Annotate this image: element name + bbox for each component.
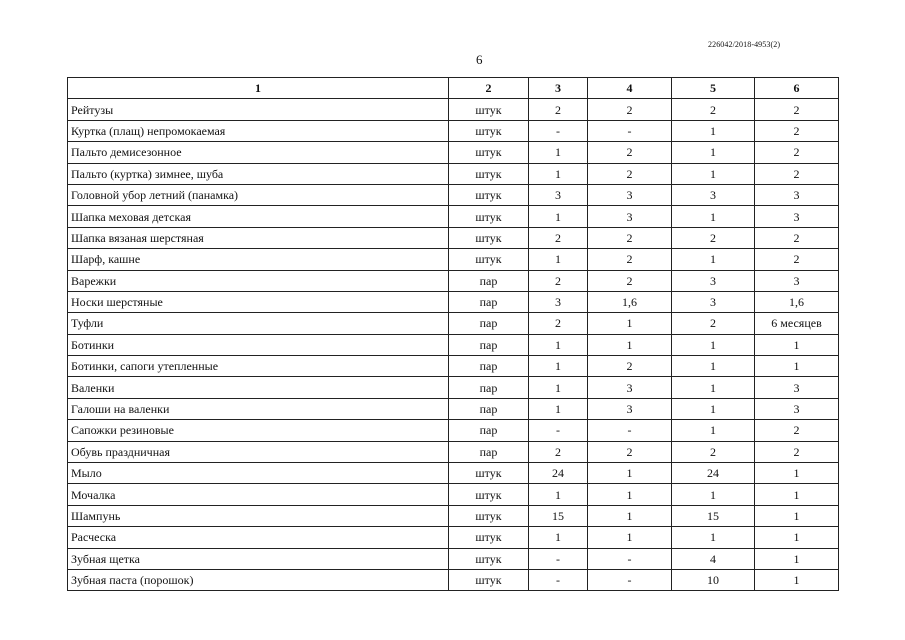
unit-cell: штук bbox=[449, 484, 529, 505]
unit-cell: штук bbox=[449, 463, 529, 484]
value-cell: 2 bbox=[755, 420, 839, 441]
unit-cell: пар bbox=[449, 420, 529, 441]
table-row bbox=[68, 206, 839, 227]
value-cell: - bbox=[588, 420, 672, 441]
value-cell: 2 bbox=[588, 99, 672, 120]
unit-cell: штук bbox=[449, 142, 529, 163]
value-cell: 2 bbox=[588, 249, 672, 270]
table-row bbox=[68, 505, 839, 526]
value-cell: 3 bbox=[672, 291, 755, 312]
value-cell: 1 bbox=[588, 463, 672, 484]
value-cell: 1 bbox=[755, 334, 839, 355]
table-row bbox=[68, 291, 839, 312]
value-cell: - bbox=[529, 548, 588, 569]
table-row bbox=[68, 120, 839, 141]
value-cell: 1 bbox=[529, 142, 588, 163]
item-name-cell: Ботинки bbox=[68, 334, 449, 355]
value-cell: 2 bbox=[529, 227, 588, 248]
value-cell: 3 bbox=[529, 291, 588, 312]
column-header: 3 bbox=[529, 78, 588, 99]
value-cell: 2 bbox=[755, 99, 839, 120]
unit-cell: штук bbox=[449, 206, 529, 227]
value-cell: 3 bbox=[755, 206, 839, 227]
value-cell: 1 bbox=[755, 356, 839, 377]
unit-cell: штук bbox=[449, 227, 529, 248]
unit-cell: штук bbox=[449, 569, 529, 590]
unit-cell: пар bbox=[449, 313, 529, 334]
document-id: 226042/2018-4953(2) bbox=[708, 40, 781, 49]
value-cell: - bbox=[529, 569, 588, 590]
item-name-cell: Шарф, кашне bbox=[68, 249, 449, 270]
value-cell: 1 bbox=[588, 505, 672, 526]
value-cell: 2 bbox=[755, 163, 839, 184]
item-name-cell: Куртка (плащ) непромокаемая bbox=[68, 120, 449, 141]
value-cell: 1 bbox=[588, 334, 672, 355]
value-cell: 1 bbox=[529, 377, 588, 398]
unit-cell: штук bbox=[449, 120, 529, 141]
value-cell: 2 bbox=[529, 313, 588, 334]
item-name-cell: Шапка вязаная шерстяная bbox=[68, 227, 449, 248]
unit-cell: штук bbox=[449, 249, 529, 270]
value-cell: 1 bbox=[672, 120, 755, 141]
value-cell: 1 bbox=[672, 334, 755, 355]
value-cell: 2 bbox=[755, 142, 839, 163]
value-cell: 1 bbox=[672, 377, 755, 398]
item-name-cell: Мочалка bbox=[68, 484, 449, 505]
value-cell: 1 bbox=[529, 249, 588, 270]
item-name-cell: Обувь праздничная bbox=[68, 441, 449, 462]
table-row bbox=[68, 99, 839, 120]
unit-cell: пар bbox=[449, 398, 529, 419]
value-cell: 2 bbox=[672, 441, 755, 462]
value-cell: 1 bbox=[755, 484, 839, 505]
value-cell: 2 bbox=[588, 356, 672, 377]
item-name-cell: Туфли bbox=[68, 313, 449, 334]
value-cell: 1 bbox=[672, 484, 755, 505]
table-row bbox=[68, 184, 839, 205]
item-name-cell: Головной убор летний (панамка) bbox=[68, 184, 449, 205]
item-name-cell: Ботинки, сапоги утепленные bbox=[68, 356, 449, 377]
value-cell: 1 bbox=[588, 527, 672, 548]
table-row bbox=[68, 484, 839, 505]
value-cell: 1 bbox=[755, 463, 839, 484]
table-row bbox=[68, 569, 839, 590]
value-cell: 1 bbox=[672, 206, 755, 227]
value-cell: 2 bbox=[529, 441, 588, 462]
value-cell: 1 bbox=[672, 356, 755, 377]
value-cell: 2 bbox=[529, 99, 588, 120]
value-cell: 2 bbox=[672, 227, 755, 248]
value-cell: 1 bbox=[529, 334, 588, 355]
value-cell: 1 bbox=[529, 398, 588, 419]
value-cell: 1 bbox=[672, 420, 755, 441]
value-cell: 2 bbox=[588, 163, 672, 184]
value-cell: 2 bbox=[755, 441, 839, 462]
value-cell: 24 bbox=[529, 463, 588, 484]
table-row bbox=[68, 398, 839, 419]
item-name-cell: Пальто демисезонное bbox=[68, 142, 449, 163]
page-number: 6 bbox=[476, 52, 483, 67]
value-cell: 6 месяцев bbox=[755, 313, 839, 334]
value-cell: 1 bbox=[588, 484, 672, 505]
table-row bbox=[68, 142, 839, 163]
table-row bbox=[68, 163, 839, 184]
value-cell: 3 bbox=[529, 184, 588, 205]
value-cell: 1 bbox=[755, 505, 839, 526]
value-cell: 3 bbox=[755, 377, 839, 398]
table-row bbox=[68, 548, 839, 569]
item-name-cell: Шампунь bbox=[68, 505, 449, 526]
value-cell: 10 bbox=[672, 569, 755, 590]
item-name-cell: Расческа bbox=[68, 527, 449, 548]
value-cell: 1 bbox=[672, 142, 755, 163]
table-row bbox=[68, 356, 839, 377]
unit-cell: пар bbox=[449, 334, 529, 355]
table-row bbox=[68, 334, 839, 355]
column-header: 6 bbox=[755, 78, 839, 99]
item-name-cell: Рейтузы bbox=[68, 99, 449, 120]
unit-cell: штук bbox=[449, 99, 529, 120]
table-row bbox=[68, 527, 839, 548]
item-name-cell: Зубная щетка bbox=[68, 548, 449, 569]
value-cell: 1 bbox=[529, 206, 588, 227]
value-cell: 1 bbox=[672, 163, 755, 184]
value-cell: 1 bbox=[529, 163, 588, 184]
value-cell: 2 bbox=[755, 120, 839, 141]
value-cell: 1 bbox=[529, 484, 588, 505]
value-cell: 4 bbox=[672, 548, 755, 569]
value-cell: 1 bbox=[672, 249, 755, 270]
unit-cell: штук bbox=[449, 527, 529, 548]
item-name-cell: Варежки bbox=[68, 270, 449, 291]
norms-table bbox=[67, 77, 839, 591]
value-cell: - bbox=[588, 120, 672, 141]
value-cell: 1 bbox=[755, 569, 839, 590]
value-cell: 15 bbox=[672, 505, 755, 526]
value-cell: 3 bbox=[672, 270, 755, 291]
unit-cell: пар bbox=[449, 291, 529, 312]
value-cell: 1 bbox=[755, 548, 839, 569]
table-row bbox=[68, 313, 839, 334]
value-cell: - bbox=[588, 548, 672, 569]
value-cell: 2 bbox=[588, 142, 672, 163]
unit-cell: пар bbox=[449, 377, 529, 398]
unit-cell: пар bbox=[449, 356, 529, 377]
item-name-cell: Мыло bbox=[68, 463, 449, 484]
item-name-cell: Пальто (куртка) зимнее, шуба bbox=[68, 163, 449, 184]
table-row bbox=[68, 249, 839, 270]
value-cell: 2 bbox=[672, 99, 755, 120]
value-cell: - bbox=[529, 420, 588, 441]
value-cell: 1 bbox=[529, 356, 588, 377]
item-name-cell: Носки шерстяные bbox=[68, 291, 449, 312]
value-cell: 1 bbox=[672, 398, 755, 419]
value-cell: 2 bbox=[588, 270, 672, 291]
unit-cell: пар bbox=[449, 270, 529, 291]
table-header-row bbox=[68, 78, 839, 99]
value-cell: 15 bbox=[529, 505, 588, 526]
value-cell: 3 bbox=[755, 184, 839, 205]
column-header: 2 bbox=[449, 78, 529, 99]
table-row bbox=[68, 270, 839, 291]
value-cell: 2 bbox=[588, 227, 672, 248]
table-row bbox=[68, 441, 839, 462]
unit-cell: штук bbox=[449, 184, 529, 205]
unit-cell: пар bbox=[449, 441, 529, 462]
value-cell: - bbox=[588, 569, 672, 590]
value-cell: 3 bbox=[588, 398, 672, 419]
value-cell: 3 bbox=[672, 184, 755, 205]
value-cell: 1,6 bbox=[588, 291, 672, 312]
table-row bbox=[68, 227, 839, 248]
value-cell: - bbox=[529, 120, 588, 141]
table-row bbox=[68, 420, 839, 441]
item-name-cell: Зубная паста (порошок) bbox=[68, 569, 449, 590]
table-row bbox=[68, 377, 839, 398]
value-cell: 1 bbox=[529, 527, 588, 548]
column-header: 5 bbox=[672, 78, 755, 99]
value-cell: 2 bbox=[588, 441, 672, 462]
column-header: 1 bbox=[68, 78, 449, 99]
value-cell: 2 bbox=[529, 270, 588, 291]
value-cell: 3 bbox=[588, 206, 672, 227]
value-cell: 3 bbox=[588, 377, 672, 398]
table-row bbox=[68, 463, 839, 484]
value-cell: 2 bbox=[755, 249, 839, 270]
value-cell: 24 bbox=[672, 463, 755, 484]
item-name-cell: Сапожки резиновые bbox=[68, 420, 449, 441]
unit-cell: штук bbox=[449, 163, 529, 184]
table-body bbox=[68, 99, 839, 591]
value-cell: 2 bbox=[672, 313, 755, 334]
unit-cell: штук bbox=[449, 548, 529, 569]
value-cell: 2 bbox=[755, 227, 839, 248]
value-cell: 1 bbox=[672, 527, 755, 548]
value-cell: 3 bbox=[588, 184, 672, 205]
unit-cell: штук bbox=[449, 505, 529, 526]
item-name-cell: Шапка меховая детская bbox=[68, 206, 449, 227]
value-cell: 3 bbox=[755, 398, 839, 419]
column-header: 4 bbox=[588, 78, 672, 99]
value-cell: 1 bbox=[755, 527, 839, 548]
value-cell: 3 bbox=[755, 270, 839, 291]
value-cell: 1 bbox=[588, 313, 672, 334]
item-name-cell: Валенки bbox=[68, 377, 449, 398]
value-cell: 1,6 bbox=[755, 291, 839, 312]
item-name-cell: Галоши на валенки bbox=[68, 398, 449, 419]
